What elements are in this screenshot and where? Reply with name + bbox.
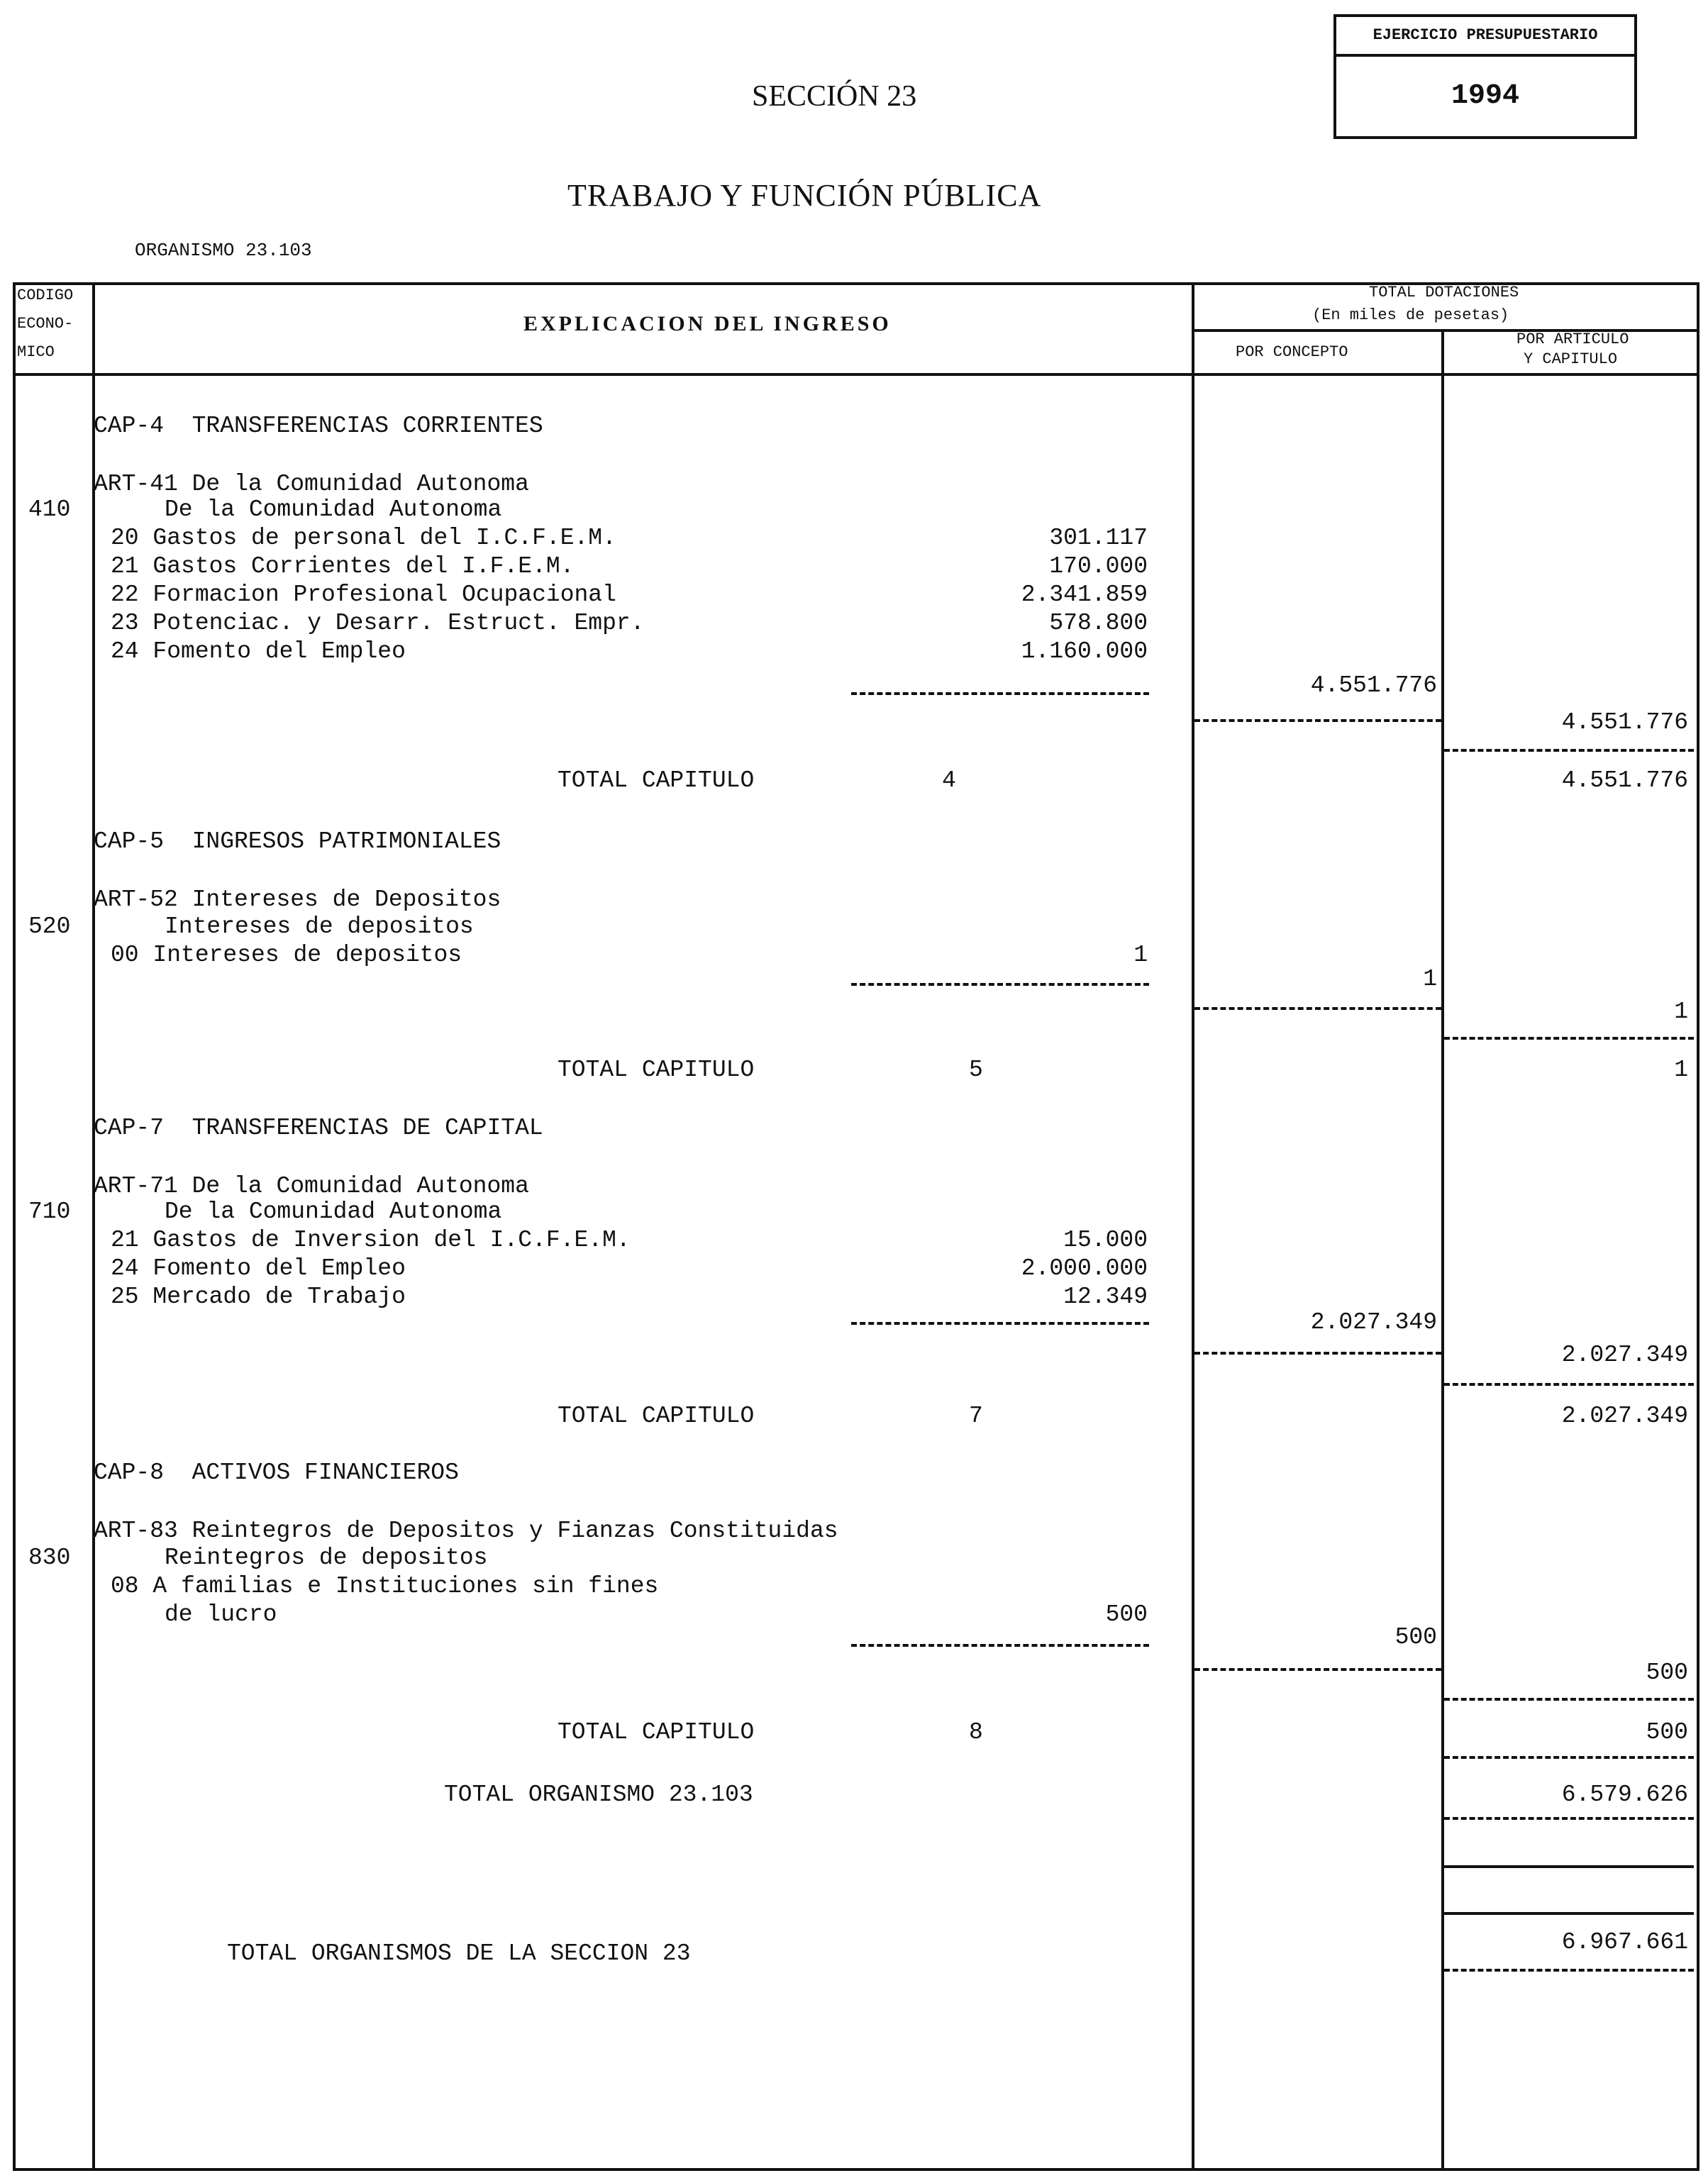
article-rule (1444, 1383, 1694, 1386)
total-capitulo-5-value: 1 (1674, 1057, 1688, 1083)
code-410: 410 (28, 496, 71, 523)
concept-24-capital: 24 Fomento del Empleo (111, 1255, 406, 1282)
header-explicacion: EXPLICACION DEL INGRESO (523, 312, 892, 335)
article-83-total: 500 (1646, 1660, 1688, 1686)
code-710: 710 (28, 1199, 71, 1225)
article-83-subtitle: Reintegros de depositos (165, 1545, 488, 1571)
col-divider-article (1441, 330, 1444, 2168)
concept-25-value: 12.349 (1063, 1284, 1148, 1310)
concept-00: 00 Intereses de depositos (111, 942, 462, 968)
header-total-dotaciones: TOTAL DOTACIONES (1369, 284, 1519, 301)
concept-21-value: 170.000 (1049, 553, 1148, 579)
concept-22: 22 Formacion Profesional Ocupacional (111, 582, 616, 608)
article-83-title: ART-83 Reintegros de Depositos y Fianzas Constituidas (94, 1518, 838, 1544)
concept-21-capital: 21 Gastos de Inversion del I.C.F.E.M. (111, 1227, 631, 1253)
total-rule (1444, 1969, 1694, 1972)
concept-520-total: 1 (1423, 966, 1437, 992)
concept-23: 23 Potenciac. y Desarr. Estruct. Empr. (111, 610, 645, 636)
total-capitulo-4-value: 4.551.776 (1561, 767, 1688, 794)
code-520: 520 (28, 913, 71, 940)
total-capitulo-4-number: 4 (942, 767, 956, 794)
subtotal-rule (851, 983, 1149, 986)
concept-08: 08 A familias e Instituciones sin fines (111, 1573, 659, 1599)
article-41-title: ART-41 De la Comunidad Autonoma (94, 471, 529, 497)
subtotal-rule (851, 1322, 1149, 1325)
concept-24-value: 1.160.000 (1021, 638, 1148, 665)
concept-21: 21 Gastos Corrientes del I.F.E.M. (111, 553, 575, 579)
article-rule (1444, 1698, 1694, 1701)
subtotal-rule (851, 692, 1149, 695)
concept-rule (1194, 1668, 1441, 1671)
col-divider-concept (1192, 282, 1194, 2168)
article-rule (1444, 1756, 1694, 1759)
ministry-title: TRABAJO Y FUNCIÓN PÚBLICA (567, 178, 1042, 213)
article-71-total: 2.027.349 (1561, 1342, 1688, 1368)
col-divider-code (92, 282, 95, 2168)
header-y-capitulo: Y CAPITULO (1524, 350, 1618, 368)
concept-20-value: 301.117 (1049, 525, 1148, 551)
total-organismo-label: TOTAL ORGANISMO 23.103 (444, 1782, 753, 1808)
total-capitulo-4-label: TOTAL CAPITULO (558, 767, 755, 794)
subtotal-rule (851, 1644, 1149, 1647)
fiscal-year-box (1333, 14, 1637, 139)
header-codigo-1: CODIGO (17, 287, 74, 304)
total-rule (1444, 1865, 1694, 1868)
article-rule (1444, 749, 1694, 752)
total-capitulo-7-label: TOTAL CAPITULO (558, 1403, 755, 1429)
concept-23-value: 578.800 (1049, 610, 1148, 636)
chapter-5-title: CAP-5 INGRESOS PATRIMONIALES (94, 828, 501, 855)
header-codigo-2: ECONO- (17, 315, 74, 333)
total-capitulo-8-number: 8 (969, 1719, 983, 1745)
concept-rule (1194, 1352, 1441, 1355)
total-capitulo-5-number: 5 (969, 1057, 983, 1083)
article-52-title: ART-52 Intereses de Depositos (94, 887, 501, 913)
concept-830-total: 500 (1394, 1624, 1437, 1650)
total-capitulo-5-label: TOTAL CAPITULO (558, 1057, 755, 1083)
article-71-title: ART-71 De la Comunidad Autonoma (94, 1173, 529, 1199)
total-rule (1444, 1912, 1694, 1915)
total-rule (1444, 1817, 1694, 1820)
total-capitulo-7-value: 2.027.349 (1561, 1403, 1688, 1429)
header-por-articulo: POR ARTICULO (1516, 330, 1629, 348)
organism-label: ORGANISMO 23.103 (135, 240, 312, 261)
concept-21-capital-value: 15.000 (1063, 1227, 1148, 1253)
concept-08-cont: de lucro (165, 1601, 277, 1628)
concept-710-total: 2.027.349 (1310, 1309, 1437, 1335)
article-rule (1444, 1037, 1694, 1040)
chapter-4-title: CAP-4 TRANSFERENCIAS CORRIENTES (94, 413, 543, 439)
article-71-subtitle: De la Comunidad Autonoma (165, 1199, 502, 1225)
concept-410-total: 4.551.776 (1310, 672, 1437, 699)
code-830: 830 (28, 1545, 71, 1571)
total-capitulo-8-value: 500 (1646, 1719, 1688, 1745)
concept-22-value: 2.341.859 (1021, 582, 1148, 608)
section-title: SECCIÓN 23 (752, 80, 917, 113)
header-en-miles: (En miles de pesetas) (1312, 306, 1509, 324)
concept-20: 20 Gastos de personal del I.C.F.E.M. (111, 525, 616, 551)
fiscal-year-label: EJERCICIO PRESUPUESTARIO (1336, 17, 1634, 57)
total-seccion-label: TOTAL ORGANISMOS DE LA SECCION 23 (227, 1940, 691, 1967)
concept-25: 25 Mercado de Trabajo (111, 1284, 406, 1310)
article-52-total: 1 (1674, 999, 1688, 1025)
fiscal-year-value: 1994 (1451, 80, 1519, 112)
concept-00-value: 1 (1133, 942, 1148, 968)
total-seccion-value: 6.967.661 (1561, 1929, 1688, 1955)
header-bottom-line (13, 373, 1697, 376)
total-capitulo-7-number: 7 (969, 1403, 983, 1429)
total-organismo-value: 6.579.626 (1561, 1782, 1688, 1808)
concept-24: 24 Fomento del Empleo (111, 638, 406, 665)
article-52-subtitle: Intereses de depositos (165, 913, 474, 940)
header-por-concepto: POR CONCEPTO (1236, 343, 1348, 361)
concept-rule (1194, 719, 1441, 722)
article-41-subtitle: De la Comunidad Autonoma (165, 496, 502, 523)
chapter-7-title: CAP-7 TRANSFERENCIAS DE CAPITAL (94, 1115, 543, 1141)
total-capitulo-8-label: TOTAL CAPITULO (558, 1719, 755, 1745)
chapter-8-title: CAP-8 ACTIVOS FINANCIEROS (94, 1460, 459, 1486)
concept-rule (1194, 1007, 1441, 1010)
concept-08-value: 500 (1105, 1601, 1148, 1628)
article-41-total: 4.551.776 (1561, 709, 1688, 735)
concept-24-capital-value: 2.000.000 (1021, 1255, 1148, 1282)
header-codigo-3: MICO (17, 343, 55, 361)
